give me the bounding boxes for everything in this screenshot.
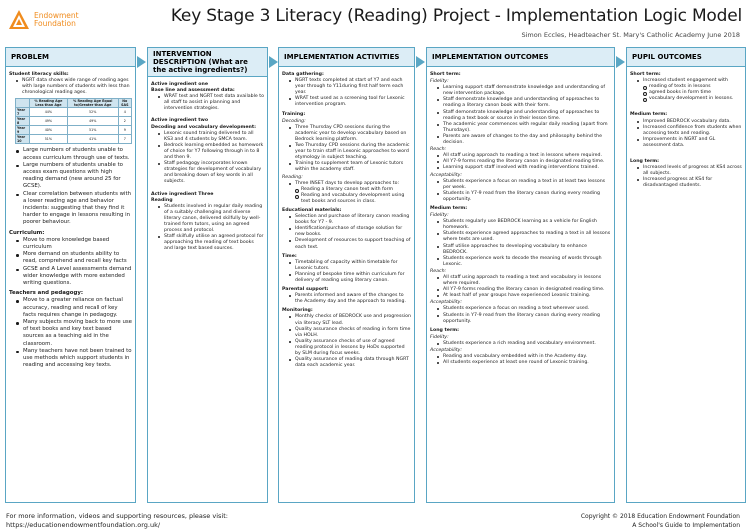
list-item: reading of texts in lessons: [644, 84, 742, 90]
section-label: Long term:: [430, 327, 460, 333]
list-item: Identification/purchase of storage solution for new books.: [290, 226, 411, 238]
section-label: Base line and assessment data:: [151, 88, 235, 94]
activities-column: [278, 47, 415, 503]
list-item: Parents informed and aware of the changes to the Academy day and the approach to reading.: [290, 293, 411, 305]
list-item: Staff pedagogy incorporates known strategies for development of vocabulary and breaking down of key words in all subjects.: [159, 161, 264, 185]
list-item: Students experience a focus on reading a text in at least two lessons per week.: [438, 179, 611, 191]
activities-body: [282, 67, 411, 369]
list-item: Clear correlation between students with a lower reading age and behavior incidents: suggesting that they find it harder to engage in lessons resulting in poorer behaviour.: [17, 191, 132, 227]
footer-copyright: Copyright © 2018 Education Endowment Foundation A School's Guide to Implementation: [580, 513, 740, 529]
list-item: Reading and vocabulary embedded with in the Academy day.: [438, 354, 611, 360]
eef-logo: [8, 9, 79, 31]
table-row: Year 8 49% 49% 2: [16, 117, 132, 126]
list-item: Students experience agreed approaches to reading a text in all lessons where texts are used.: [438, 231, 611, 243]
list-item: Three INSET days to develop approaches to:: [290, 181, 411, 187]
list-item: Quality assurance of reading data through NGRT data each academic year.: [290, 357, 411, 369]
list-item: More demand on students ability to read, comprehend and recall key facts: [17, 251, 132, 265]
section-label: Educational materials:: [282, 207, 342, 213]
table-row: Year 10 51% 41% 7: [16, 135, 132, 144]
section-label: Training:: [282, 111, 306, 117]
list-item: Training to supplement team of Lexonic tutors within the academy staff.: [290, 161, 411, 173]
section-label: Parental support:: [282, 287, 329, 293]
intervention-heading: INTERVENTION DESCRIPTION (What are the active ingredients?): [148, 48, 267, 77]
page-title: Key Stage 3 Literacy (Reading) Project - Implementation Logic Model: [170, 6, 742, 26]
list-item: WRAT test used as a screening tool for Lexonic intervention program.: [290, 96, 411, 108]
section-label: Active ingredient two: [151, 118, 209, 124]
list-item: Planning of bespoke time within curriculum for delivery of reading using literary canon.: [290, 272, 411, 284]
list-item: Large numbers of students unable to access curriculum through use of texts.: [17, 147, 132, 161]
list-item: Students experience a rich reading and vocabulary environment.: [438, 341, 611, 347]
list-item: All students experience at least one round of Lexonic training.: [438, 360, 611, 366]
list-item: Move to more knowledge based curriculum: [17, 237, 132, 251]
section-label: Acceptability:: [430, 300, 463, 306]
list-item: Many subjects moving back to more use of text books and key text based sources as a teaching aid in the classroom.: [17, 319, 132, 348]
section-label: Decoding:: [282, 118, 306, 124]
intervention-body: [151, 77, 264, 252]
page-subtitle: Simon Eccles, Headteacher St. Mary's Catholic Academy June 2018: [521, 31, 740, 39]
section-label: Reading: [151, 197, 173, 203]
list-item: Monthly checks of BEDROCK use and progression via literacy SLT lead.: [290, 314, 411, 326]
footer-link[interactable]: https://educationendowmentfoundation.org.uk/: [6, 521, 161, 529]
list-item: Students regularly use BEDROCK learning as a vehicle for English homework.: [438, 219, 611, 231]
list-item: Students experience a focus on reading a text wherever used.: [438, 306, 611, 312]
list-item: Lexonic sound training delivered to all KS3 and 4 students by SMCA team.: [159, 131, 264, 143]
list-item: Students in Y7-9 read from the literary canon during every reading opportunity.: [438, 191, 611, 203]
section-label: Fidelity:: [430, 334, 449, 340]
list-item: Increased confidence from students when accessing texts and reading.: [638, 125, 742, 137]
list-item: Staff demonstrate knowledge and understanding of approaches to reading a text book or source in their lesson time.: [438, 110, 611, 122]
implementation-outcomes-column: [426, 47, 615, 503]
list-item: Students experience work to decode the meaning of words through Lexonic.: [438, 256, 611, 268]
list-item: Reading a literary canon text with form: [296, 187, 411, 193]
list-item: Quality assurance checks of use of agreed reading protocol in lessons by HoDs supported by SLM during focus weeks.: [290, 339, 411, 357]
list-item: NGRT texts completed at start of Y7 and each year through to Y11during first half term each year.: [290, 78, 411, 96]
section-label: Reading:: [282, 174, 303, 180]
list-item: WRAT test and NGRT test data available to all staff to assist in planning and intervention strategies.: [159, 94, 264, 112]
section-label: Decoding and vocabulary development:: [151, 124, 256, 130]
list-item: The academic year commences with regular daily reading (apart from Thursdays).: [438, 122, 611, 134]
arrow-icon: [269, 56, 278, 68]
intervention-column: [147, 47, 268, 503]
problem-body: [9, 67, 132, 369]
list-item: At least half of year groups have experienced Lexonic training.: [438, 293, 611, 299]
footer-info: For more information, videos and supporting resources, please visit: https://educationendowmentfoundation.org.uk/: [6, 512, 228, 529]
list-item: vocabulary development in lessons.: [644, 96, 742, 102]
list-item: Large numbers of students unable to access exam questions with high reading demand (new around 25 for GCSE).: [17, 162, 132, 191]
list-item: Staff demonstrate knowledge and understanding of approaches to reading a literary canon book with their form.: [438, 97, 611, 109]
section-label: Reach:: [430, 268, 447, 274]
list-item: Students in Y7-9 read from the literary canon during every reading opportunity.: [438, 313, 611, 325]
list-item: Staff utilise approaches to developing vocabulary to enhance BEDROCK.: [438, 244, 611, 256]
list-item: Learning support staff demonstrate knowledge and understanding of new intervention package.: [438, 85, 611, 97]
section-label: Long term:: [630, 159, 660, 165]
list-item: Development of resources to support teaching of each text.: [290, 238, 411, 250]
list-item: Learning support staff involved with reading interventions trained.: [438, 165, 611, 171]
list-item: NGRT data shows wide range of reading ages with large numbers of students with less than chronological reading ages.: [17, 78, 132, 96]
list-item: Reading and vocabulary development using text books and sources in class.: [296, 193, 411, 205]
section-label: Active ingredient Three: [151, 191, 214, 197]
section-label: Medium term:: [630, 112, 668, 118]
section-label: Active ingredient one: [151, 82, 208, 87]
list-item: All staff using approach to reading a text and vocabulary in lessons where required.: [438, 275, 611, 287]
section-label: Student literacy skills:: [9, 72, 69, 77]
list-item: Improvements in NGRT and GL assessment data.: [638, 137, 742, 149]
arrow-icon: [616, 56, 625, 68]
pupil-outcomes-column: [626, 47, 746, 503]
implementation-outcomes-body: [430, 67, 611, 366]
section-label: Reach:: [430, 147, 447, 153]
table-row: Year 9 40% 51% 9: [16, 126, 132, 135]
section-label: Time:: [282, 253, 297, 259]
list-item: Increased student engagement with: [638, 78, 742, 84]
problem-column: [5, 47, 136, 503]
section-label: Fidelity:: [430, 79, 449, 85]
list-item: Improved BEDROCK vocabulary data.: [638, 119, 742, 125]
list-item: Selection and purchase of literary canon reading books for Y7 - 9.: [290, 214, 411, 226]
pupil-outcomes-heading: PUPIL OUTCOMES: [627, 48, 745, 67]
list-item: GCSE and A Level assessments demand wider knowledge with more extended writing questions.: [17, 266, 132, 288]
activities-heading: IMPLEMENTATION ACTIVITIES: [279, 48, 414, 67]
section-label: Short term:: [630, 72, 661, 77]
list-item: Students involved in regular daily reading of a suitably challenging and diverse literary canon, delivered skilfully by well-trained form tutors, using an agreed process and protocol.: [159, 204, 264, 234]
list-item: Increased levels of progress at KS4 across all subjects.: [638, 165, 742, 177]
list-item: All Y7-9 forms reading the literary canon in designated reading time.: [438, 159, 611, 165]
implementation-outcomes-heading: IMPLEMENTATION OUTCOMES: [427, 48, 614, 67]
list-item: Many teachers have not been trained to use methods which support students in reading and accessing key texts.: [17, 348, 132, 370]
list-item: Bedrock learning embedded as homework of choice for Y7 following through in to 8 and then 9.: [159, 143, 264, 161]
section-label: Acceptability:: [430, 172, 463, 178]
reading-age-table: % Reading Age Less than Age % Reading Age Equal to/Greater than Age No SAS Year 7 44% 52% 4 Year 8 49% 49% 2 Year 9 40% 51% 9 Year 10 51% 41% 7: [15, 98, 132, 144]
section-label: Teachers and pedagogy:: [9, 290, 83, 297]
logo-text: Endowment Foundation: [34, 10, 79, 28]
list-item: agreed books in form time: [644, 90, 742, 96]
problem-heading: PROBLEM: [6, 48, 135, 67]
list-item: Increased progress at KS4 for disadvantaged students.: [638, 177, 742, 189]
section-label: Short term:: [430, 72, 461, 77]
list-item: All staff using approach to reading a text in lessons where required.: [438, 153, 611, 159]
list-item: Parents are aware of changes to the day and philosophy behind the decision.: [438, 134, 611, 146]
arrow-icon: [416, 56, 425, 68]
list-item: Two Thursday CPD sessions during the academic year to train staff in Lexonic approaches to word etymology in subject teaching.: [290, 143, 411, 161]
section-label: Curriculum:: [9, 229, 45, 236]
list-item: Move to a greater reliance on factual accuracy, reading and recall of key facts requires change in pedagogy.: [17, 297, 132, 319]
arrow-icon: [137, 56, 146, 68]
section-label: Medium term:: [430, 205, 468, 211]
section-label: Monitoring:: [282, 308, 313, 314]
table-row: Year 7 44% 52% 4: [16, 108, 132, 117]
section-label: Fidelity:: [430, 213, 449, 219]
section-label: Acceptability:: [430, 348, 463, 354]
section-label: Data gathering:: [282, 72, 324, 77]
list-item: All Y7-9 forms reading the literary canon in designated reading time.: [438, 287, 611, 293]
pupil-outcomes-body: [630, 67, 742, 190]
list-item: Quality assurance checks of reading in form time via HOLH.: [290, 327, 411, 339]
list-item: Timetabling of capacity within timetable for Lexonic tutors.: [290, 260, 411, 272]
list-item: Staff skilfully utilise an agreed protocol for approaching the reading of text books and large text based sources.: [159, 234, 264, 252]
eef-logo-icon: [8, 9, 30, 31]
list-item: Three Thursday CPD sessions during the academic year to develop vocabulary based on Bedrock learning platform.: [290, 125, 411, 143]
